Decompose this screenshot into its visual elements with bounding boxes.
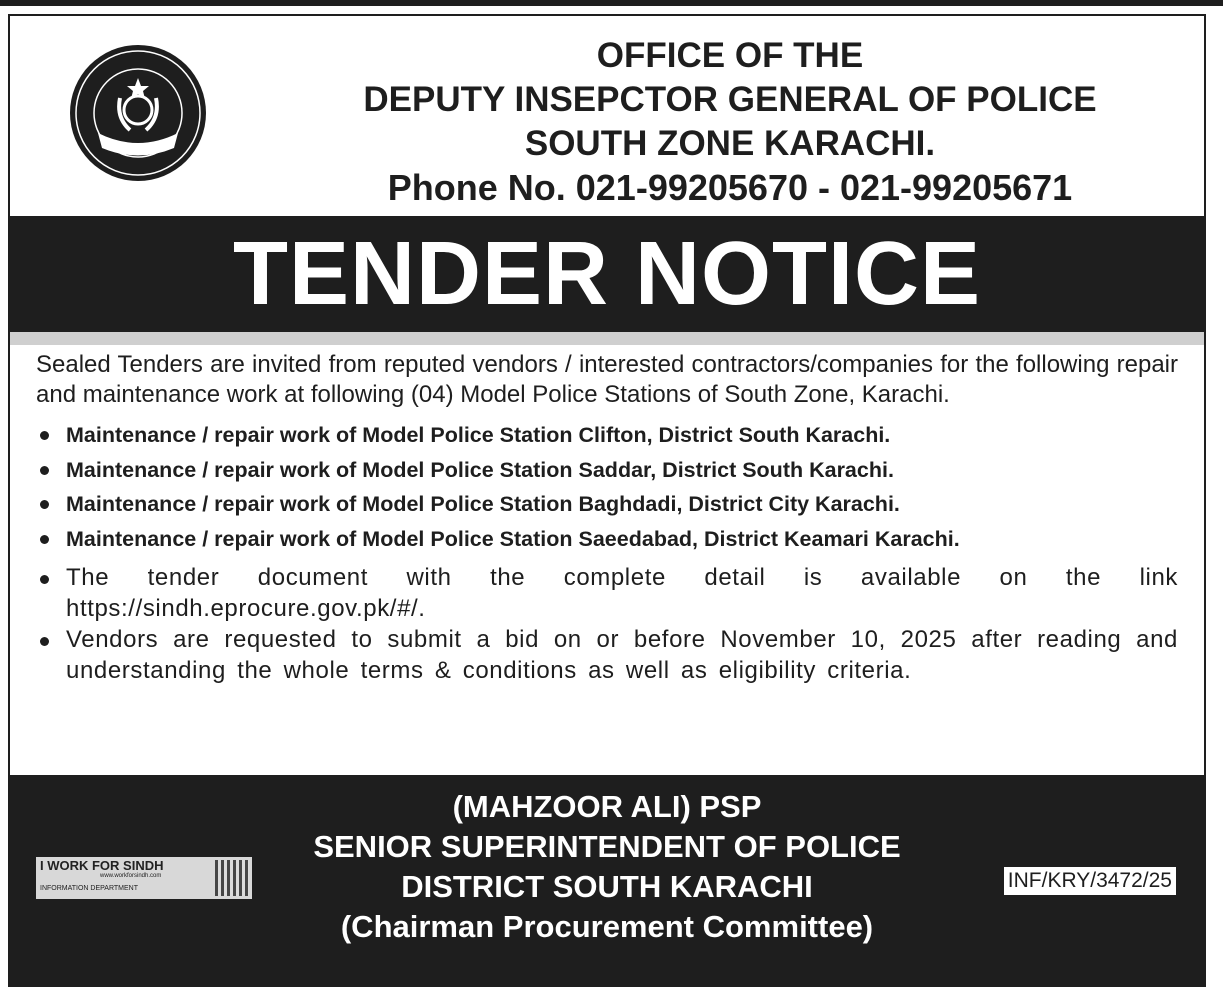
signature-block (250, 787, 964, 947)
badge-site: www.workforsindh.com (100, 873, 162, 879)
qr-code-icon (215, 860, 249, 896)
sindh-police-emblem-icon (68, 38, 208, 188)
work-for-sindh-badge (36, 857, 252, 899)
signatory-designation: SENIOR SUPERINTENDENT OF POLICE (313, 829, 901, 864)
page-title: TENDER NOTICE (232, 224, 982, 324)
reference-number: INF/KRY/3472/25 (1004, 867, 1176, 895)
signatory-name: (MAHZOOR ALI) PSP (452, 789, 762, 824)
badge-title: I WORK FOR SINDH (40, 858, 164, 873)
list-item: Maintenance / repair work of Model Police Station Saeedabad, District Keamari Karachi. (36, 522, 1178, 557)
office-line-3: SOUTH ZONE KARACHI. (524, 124, 936, 163)
list-item: Maintenance / repair work of Model Police Station Clifton, District South Karachi. (36, 418, 1178, 453)
title-band (10, 216, 1204, 332)
list-item: Maintenance / repair work of Model Police Station Baghdadi, District City Karachi. (36, 487, 1178, 522)
notes-list (36, 562, 1178, 686)
phone-numbers: Phone No. 021-99205670 - 021-99205671 (387, 167, 1073, 208)
office-line-1: OFFICE OF THE (596, 36, 864, 75)
title-stripe (10, 332, 1204, 345)
list-item: Maintenance / repair work of Model Police Station Saddar, District South Karachi. (36, 453, 1178, 488)
header (10, 16, 1204, 216)
office-line-2: DEPUTY INSEPCTOR GENERAL OF POLICE (363, 80, 1097, 119)
work-items-list (36, 418, 1178, 556)
intro-paragraph: Sealed Tenders are invited from reputed vendors / interested contractors/companies for the following repair and maintenance work at following (04) Model Police Stations of South Zone, Karachi. (36, 351, 1178, 408)
note-document-link: The tender document with the complete detail is available on the link https://sindh.eprocure.gov.pk/#/. (36, 562, 1178, 624)
note-deadline: Vendors are requested to submit a bid on or before November 10, 2025 after reading and understanding the whole terms & conditions as well as eligibility criteria. (36, 624, 1178, 686)
signatory-district: DISTRICT SOUTH KARACHI (401, 869, 813, 904)
badge-dept: INFORMATION DEPARTMENT (40, 885, 138, 892)
notice-body (36, 350, 1178, 686)
office-title (280, 34, 1180, 210)
top-rule (0, 0, 1223, 6)
signatory-role: (Chairman Procurement Committee) (340, 909, 874, 944)
signature-footer (10, 775, 1204, 985)
